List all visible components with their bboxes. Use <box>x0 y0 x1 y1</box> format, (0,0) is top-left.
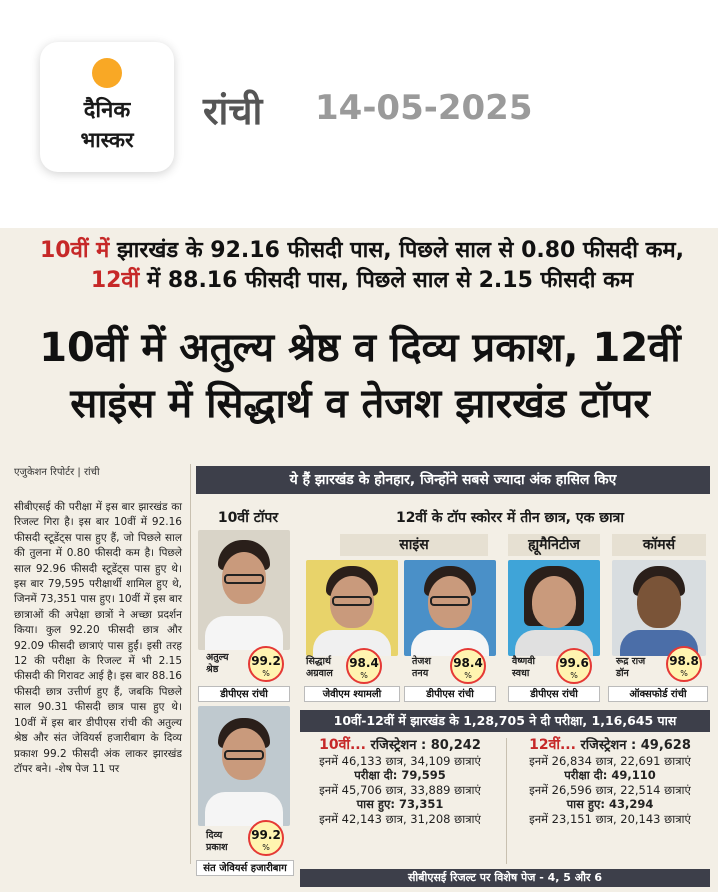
student-name-divya: दिव्य प्रकाश <box>206 830 228 853</box>
class10-passed-split: इनमें 42,143 छात्र, 31,208 छात्राएं <box>319 811 481 826</box>
article-body: सीबीएसई की परीक्षा में इस बार झारखंड का रिजल्ट गिरा है। इस बार 10वीं में 92.16 फीसदी स्टूडेंट्स पास हुए हैं, जो पिछले साल की तुलना में 0.80 फीसदी कम है। पिछले साल 92.96 फीसदी स्टूडेंट्स पास हुए थे। इस बार 79,595 परीक्षार्थी शामिल हुए थे, जिनमें 73,351 पास हुए। 10वीं में इस बार छात्राओं की अपेक्षा छात्रों ने अच्छा प्रदर्शन किया। कुल 92.20 फीसदी छात्र और 92.09 फीसदी छात्राएं पास हुईं। इसी तरह 12 की परीक्षा के रिजल्ट में भी 2.15 फीसदी की गिरावट आई है। इस बार 88.16 फीसदी छात्र उत्तीर्ण हुए हैं, जबकि पिछले साल 90.31 फीसदी छात्र पास हुए थे। 10वीं में इस बार डीपीएस रांची की अतुल्य श्रेष्ठ और संत जेवियर्स हजारीबाग के दिव्य प्रकाश 99.2 फीसदी अंक लाकर झारखंड टॉपर बने। -शेष पेज 11 पर <box>14 501 182 775</box>
student-name-atulya: अतुल्य श्रेष्ठ <box>206 652 229 675</box>
class10-stats <box>300 738 500 827</box>
headline: 10वीं में अतुल्य श्रेष्ठ व दिव्य प्रकाश, 12वीं साइंस में सिद्धार्थ व तेजश झारखंड टॉपर <box>39 325 681 427</box>
class10-toppers-label: 10वीं टॉपर <box>217 510 279 526</box>
column-divider <box>190 464 191 864</box>
subheadline-12th: 12वीं <box>90 268 140 293</box>
student-name-siddharth: सिद्धार्थ अग्रवाल <box>306 656 333 679</box>
class10-passed: पास हुए: 73,351 <box>356 797 444 812</box>
stats-divider <box>506 738 507 864</box>
school-label-tejash: डीपीएस रांची <box>404 686 496 702</box>
stats-banner: 10वीं-12वीं में झारखंड के 1,28,705 ने दी परीक्षा, 1,16,645 पास <box>300 710 710 732</box>
percent-badge-siddharth: 98.4 % <box>346 648 382 684</box>
student-photo-vaishnavi <box>508 560 600 656</box>
class12-stats <box>510 738 710 827</box>
class12-registration: रजिस्ट्रेशन : 49,628 <box>580 738 691 753</box>
footer-banner: सीबीएसई रिजल्ट पर विशेष पेज - 4, 5 और 6 <box>300 869 710 887</box>
subheadline-10th: 10वीं में <box>39 238 110 263</box>
sun-icon <box>92 58 122 88</box>
class12-appeared-split: इनमें 26,596 छात्र, 22,514 छात्राएं <box>529 782 691 797</box>
subheadline <box>22 236 702 296</box>
byline: एजुकेशन रिपोर्टर | रांची <box>14 467 100 478</box>
edition-date: 14-05-2025 <box>315 88 533 128</box>
percent-badge-tejash: 98.4 % <box>450 648 486 684</box>
dainik-bhaskar-logo[interactable] <box>40 42 174 172</box>
student-name-rudra: रूद्र राज डॉन <box>616 656 646 679</box>
edition-city: रांची <box>203 89 263 133</box>
percent-badge-divya: 99.2 % <box>248 820 284 856</box>
subheadline-text1: झारखंड के 92.16 फीसदी पास, पिछले साल से 0.80 फीसदी कम, <box>109 238 685 263</box>
class10-registration-split: इनमें 46,133 छात्र, 34,109 छात्राएं <box>319 753 481 768</box>
subheadline-text2: में 88.16 फीसदी पास, पिछले साल से 2.15 फीसदी कम <box>139 268 634 293</box>
student-photo-rudra <box>612 560 706 656</box>
logo-text-line2: भास्कर <box>80 128 134 152</box>
class10-title: 10वीं... <box>319 737 366 753</box>
student-photo-tejash <box>404 560 496 656</box>
student-photo-divya <box>198 706 290 826</box>
class12-registration-split: इनमें 26,834 छात्र, 22,691 छात्राएं <box>529 753 691 768</box>
logo-text-line1: दैनिक <box>83 98 131 123</box>
class12-title: 12वीं... <box>529 737 576 753</box>
category-humanities: ह्यूमैनिटीज <box>508 534 600 556</box>
category-commerce: कॉमर्स <box>612 534 706 556</box>
class12-passed: पास हुए: 43,294 <box>566 797 654 812</box>
toppers-ribbon: ये हैं झारखंड के होनहार, जिन्होंने सबसे ज्यादा अंक हासिल किए <box>196 466 710 494</box>
school-label-atulya: डीपीएस रांची <box>198 686 290 702</box>
school-label-siddharth: जेवीएम श्यामली <box>304 686 400 702</box>
category-science: साइंस <box>340 534 488 556</box>
student-photo-siddharth <box>306 560 398 656</box>
school-label-rudra: ऑक्सफोर्ड रांची <box>608 686 708 702</box>
student-name-tejash: तेजश तनय <box>412 656 431 679</box>
percent-badge-atulya: 99.2 % <box>248 646 284 682</box>
percent-badge-vaishnavi: 99.6 % <box>556 648 592 684</box>
class12-appeared: परीक्षा दी: 49,110 <box>564 768 656 783</box>
school-label-vaishnavi: डीपीएस रांची <box>508 686 600 702</box>
class10-appeared-split: इनमें 45,706 छात्र, 33,889 छात्राएं <box>319 782 481 797</box>
class12-passed-split: इनमें 23,151 छात्र, 20,143 छात्राएं <box>529 811 691 826</box>
percent-badge-rudra: 98.8 % <box>666 646 702 682</box>
student-photo-atulya <box>198 530 290 650</box>
student-name-vaishnavi: वैष्णवी स्वधा <box>512 656 535 679</box>
class10-appeared: परीक्षा दी: 79,595 <box>354 768 446 783</box>
school-label-divya: संत जेवियर्स हजारीबाग <box>196 860 294 876</box>
class10-registration: रजिस्ट्रेशन : 80,242 <box>370 738 481 753</box>
class12-toppers-label: 12वीं के टॉप स्कोरर में तीन छात्र, एक छात्रा <box>395 510 625 526</box>
